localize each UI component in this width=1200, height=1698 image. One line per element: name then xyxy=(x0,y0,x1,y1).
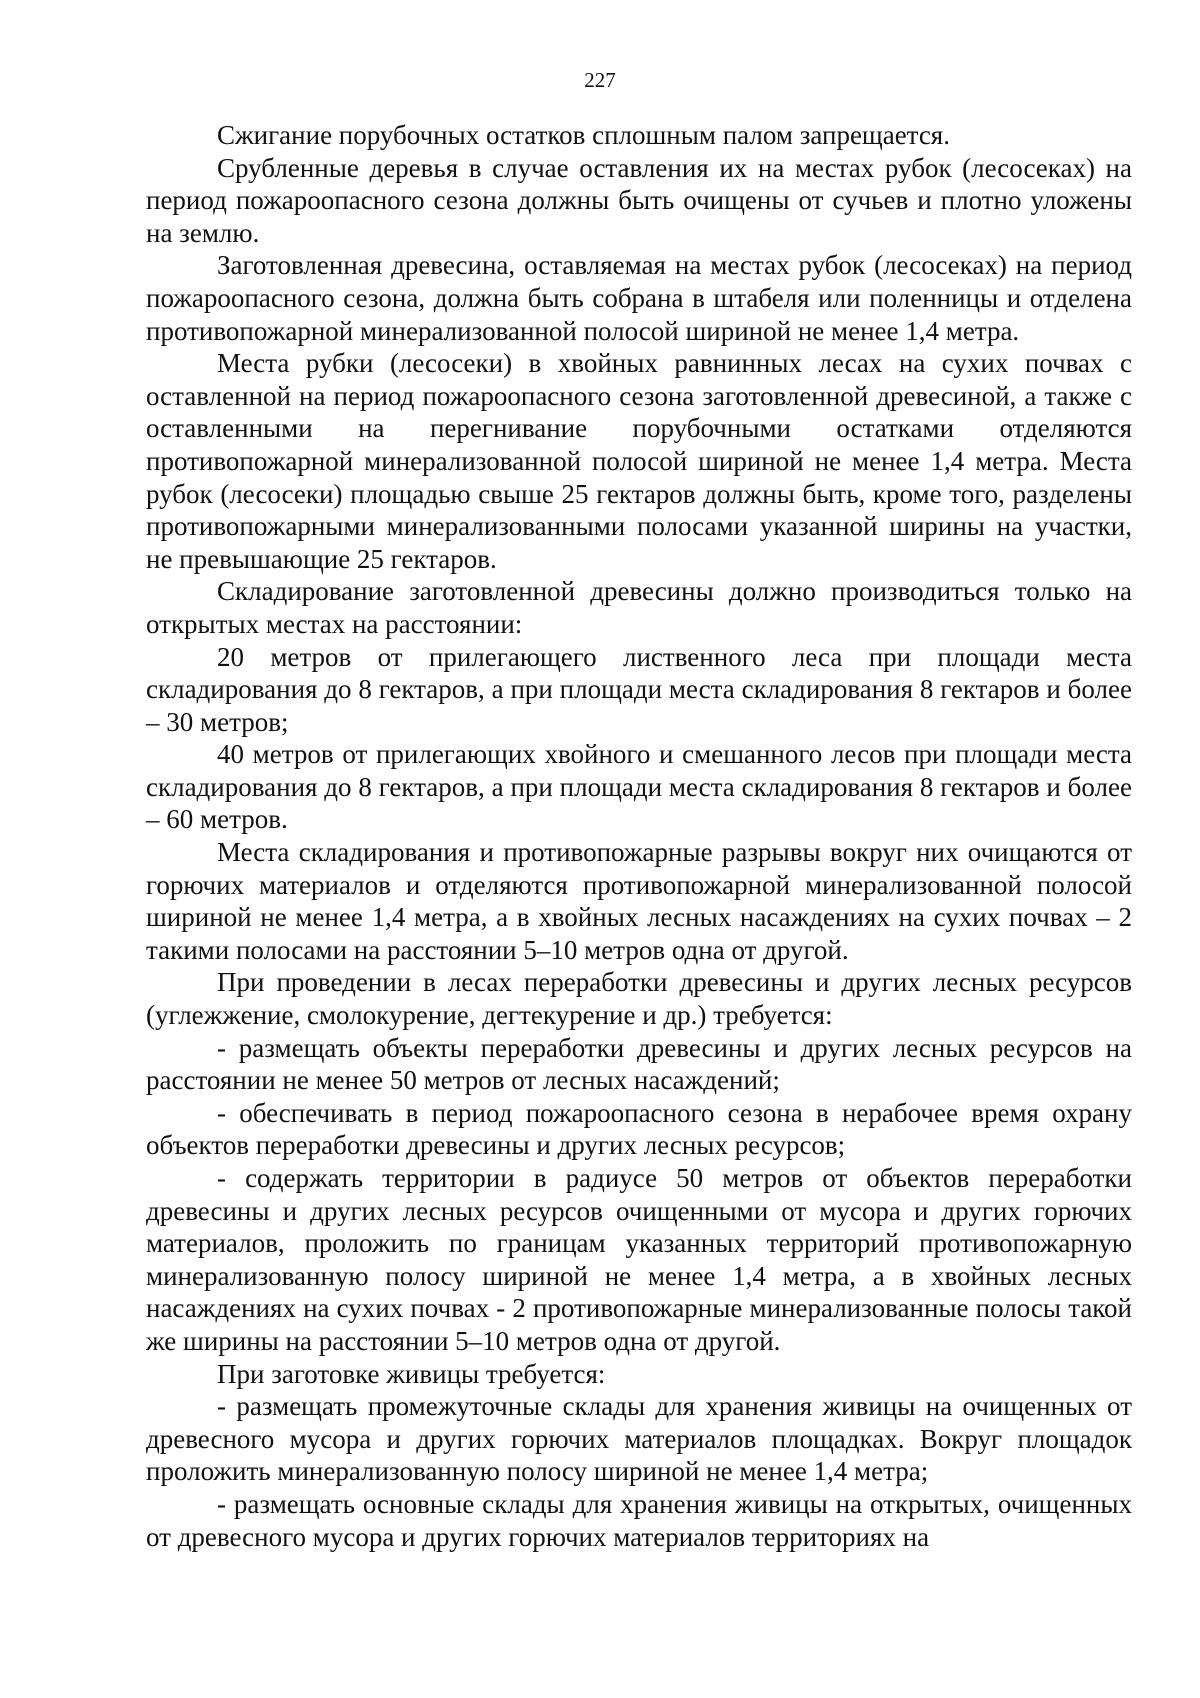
list-item: - размещать объекты переработки древесины и других лесных ресурсов на расстоянии не менее 50 метров от лесных насаждений; xyxy=(146,1032,1132,1096)
list-item: - размещать промежуточные склады для хранения живицы на очищенных от древесного мусора и других горючих материалов площадках. Вокруг площадок проложить минерализованную полосу шириной не менее 1,4 метра; xyxy=(146,1391,1132,1487)
page-number: 227 xyxy=(584,68,616,92)
list-item: - обеспечивать в период пожароопасного сезона в нерабочее время охрану объектов переработки древесины и других лесных ресурсов; xyxy=(146,1097,1132,1161)
paragraph: Заготовленная древесина, оставляемая на местах рубок (лесосеках) на период пожароопасного сезона, должна быть собрана в штабеля или поленницы и отделена противопожарной минерализованной полосой шириной не менее 1,4 метра. xyxy=(146,250,1132,346)
paragraph: При заготовке живицы требуется: xyxy=(217,1358,606,1389)
paragraph: Складирование заготовленной древесины должно производиться только на открытых местах на расстоянии: xyxy=(146,576,1132,639)
paragraph: Срубленные деревья в случае оставления их на местах рубок (лесосеках) на период пожароопасного сезона должны быть очищены от сучьев и плотно уложены на землю. xyxy=(146,152,1132,248)
paragraph: Сжигание порубочных остатков сплошным палом запрещается. xyxy=(217,120,950,150)
paragraph: 40 метров от прилегающих хвойного и смешанного лесов при площади места складирования до 8 гектаров, а при площади места складирования 8 гектаров и более – 60 метров. xyxy=(146,739,1132,835)
document-body xyxy=(146,119,1132,1553)
paragraph: При проведении в лесах переработки древесины и других лесных ресурсов (углежжение, смолокурение, дегтекурение и др.) требуется: xyxy=(146,967,1132,1031)
list-item: - размещать основные склады для хранения живицы на открытых, очищенных от древесного мусора и других горючих материалов территориях на xyxy=(146,1488,1132,1552)
paragraph: Места складирования и противопожарные разрывы вокруг них очищаются от горючих материалов и отделяются противопожарной минерализованной полосой шириной не менее 1,4 метра, а в хвойных лесных насаждениях на сухих почвах – 2 такими полосами на расстоянии 5–10 метров одна от другой. xyxy=(146,837,1132,965)
paragraph: 20 метров от прилегающего лиственного леса при площади места складирования до 8 гектаров, а при площади места складирования 8 гектаров и более – 30 метров; xyxy=(146,641,1132,737)
list-item: - содержать территории в радиусе 50 метров от объектов переработки древесины и других лесных ресурсов очищенными от мусора и других горючих материалов, проложить по границам указанных территорий противопожарную минерализованную полосу шириной не менее 1,4 метра, а в хвойных лесных насаждениях на сухих почвах - 2 противопожарные минерализованные полосы такой же ширины на расстоянии 5–10 метров одна от другой. xyxy=(146,1163,1132,1356)
paragraph: Места рубки (лесосеки) в хвойных равнинных лесах на сухих почвах с оставленной на период пожароопасного сезона заготовленной древесиной, а также с оставленными на перегнивание порубочными остатками отделяются противопожарной минерализованной полосой шириной не менее 1,4 метра. Места рубок (лесосеки) площадью свыше 25 гектаров должны быть, кроме того, разделены противопожарными минерализованными полосами указанной ширины на участки, не превышающие 25 гектаров. xyxy=(146,348,1132,574)
